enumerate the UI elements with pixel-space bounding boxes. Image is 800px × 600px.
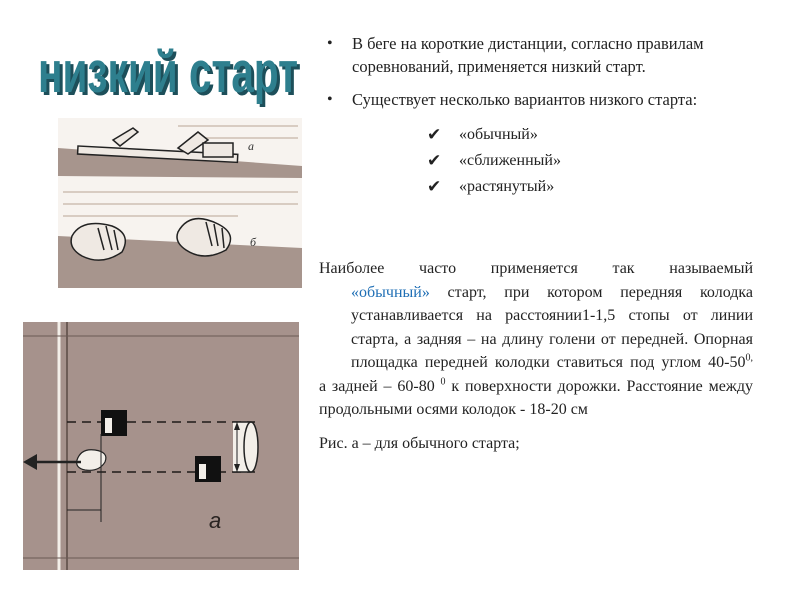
bullet-dot: • <box>327 91 333 108</box>
svg-text:низкий старт: низкий старт <box>38 40 298 105</box>
variant-item <box>427 147 762 173</box>
highlight-term: «обычный» <box>351 283 430 301</box>
block-placement-diagram <box>23 322 299 570</box>
svg-text:низкий старт: низкий старт <box>41 43 301 108</box>
figure-caption-line <box>319 432 753 456</box>
figure-caption: Рис. а – для обычного старта; <box>319 434 520 452</box>
bullet-dot: • <box>327 35 333 52</box>
starting-blocks-figure <box>58 118 302 288</box>
bullet-text: В беге на короткие дистанции, согласно правилам соревнований, применяется низкий старт. <box>352 34 704 76</box>
paragraph-body <box>319 375 753 422</box>
variant-label: «растянутый» <box>459 177 555 195</box>
degree-sup: 0, <box>745 352 753 364</box>
svg-text:б: б <box>250 235 257 249</box>
paragraph-part3: к поверхности дорожки. Расстояние между продольными осями колодок - 18-20 см <box>319 377 753 418</box>
svg-text:а: а <box>209 508 222 533</box>
bullet-list <box>322 32 762 199</box>
checkmark-icon: ✔ <box>427 176 442 196</box>
degree-sup: 0 <box>440 376 446 388</box>
svg-text:а: а <box>248 139 254 153</box>
variant-item <box>427 173 762 199</box>
paragraph-body <box>319 281 753 375</box>
bullet-text: Существует несколько вариантов низкого старта: <box>352 90 698 109</box>
start-variants-list <box>427 121 762 199</box>
variant-label: «обычный» <box>459 125 538 143</box>
slide-title <box>38 30 308 120</box>
bullet-item <box>322 32 762 78</box>
paragraph-body <box>319 257 753 281</box>
variant-item <box>427 121 762 147</box>
bullet-item <box>322 88 762 111</box>
paragraph-lead: Наиболее часто применяется так называемый <box>319 260 753 277</box>
variant-label: «сближенный» <box>459 151 561 169</box>
description-paragraph <box>319 257 753 455</box>
paragraph-part1: старт, при котором передняя колодка устанавливается на расстоянии1-1,5 стопы от линии старта, а задняя – на длину голени от передней. Опорная площадка передней колодки ставиться под углом 40-50 <box>351 283 753 371</box>
checkmark-icon: ✔ <box>427 150 442 170</box>
paragraph-part2: а задней – 60-80 <box>319 377 441 395</box>
checkmark-icon: ✔ <box>427 124 442 144</box>
